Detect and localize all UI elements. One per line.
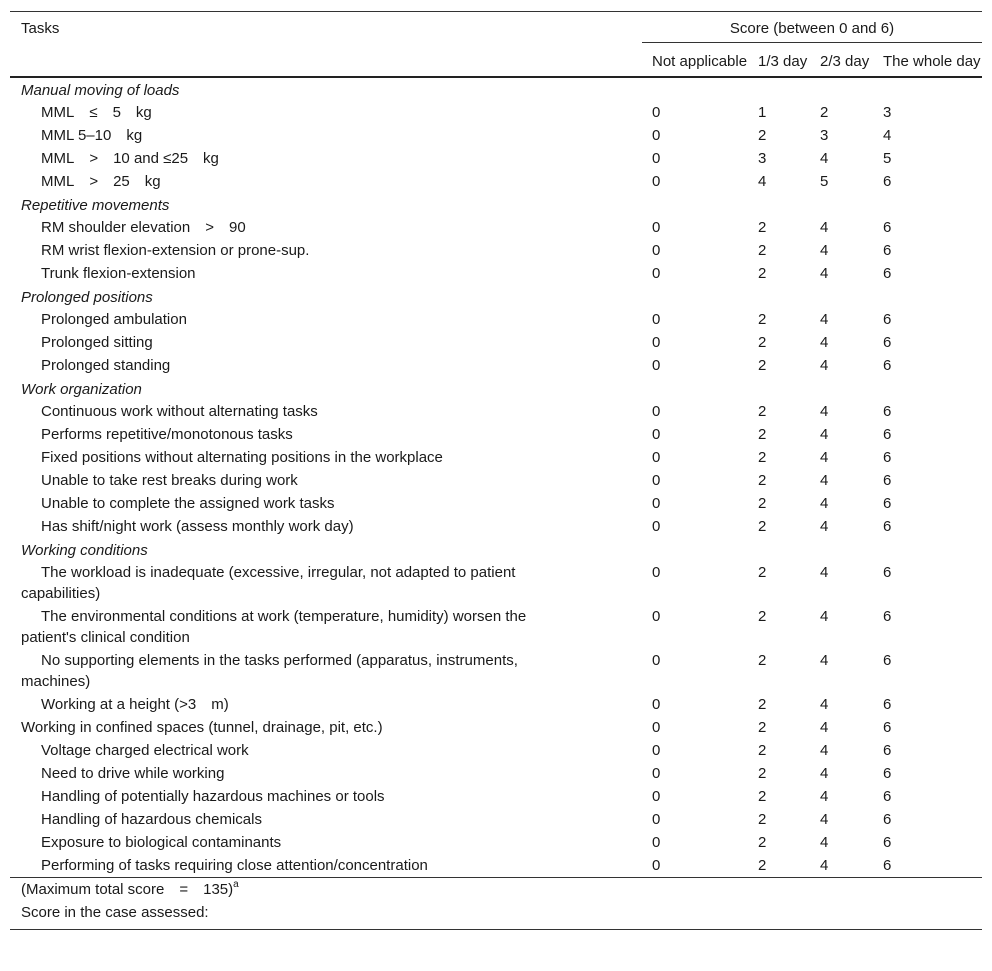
whole-day-score: 6 (883, 765, 892, 782)
third-day-score: 1 (758, 104, 767, 121)
third-day-score: 2 (758, 265, 767, 282)
two-thirds-day-header: 2/3 day (820, 53, 870, 70)
whole-day-score: 6 (883, 811, 892, 828)
not-applicable-score: 0 (652, 219, 661, 236)
whole-day-score: 6 (883, 472, 892, 489)
whole-day-score: 6 (883, 449, 892, 466)
whole-day-score: 6 (883, 357, 892, 374)
task-label: Continuous work without alternating tasks (41, 403, 318, 420)
task-label: Exposure to biological contaminants (41, 834, 282, 851)
task-label: RM wrist flexion-extension or prone-sup. (41, 242, 310, 259)
whole-day-score: 6 (883, 857, 892, 874)
two-thirds-day-score: 5 (820, 173, 829, 190)
task-label: Prolonged sitting (41, 334, 153, 351)
two-thirds-day-score: 4 (820, 518, 829, 535)
third-day-score: 2 (758, 426, 767, 443)
third-day-score: 4 (758, 173, 767, 190)
third-day-score: 2 (758, 857, 767, 874)
task-label: Unable to complete the assigned work tasks (41, 495, 335, 512)
task-label: Fixed positions without alternating positions in the workplace (41, 449, 443, 466)
section-row (10, 377, 982, 400)
whole-day-score: 6 (883, 426, 892, 443)
third-day-score: 2 (758, 696, 767, 713)
not-applicable-score: 0 (652, 173, 661, 190)
whole-day-score: 6 (883, 719, 892, 736)
table-body (10, 77, 982, 878)
table-row (10, 400, 982, 423)
not-applicable-score: 0 (652, 696, 661, 713)
not-applicable-score: 0 (652, 311, 661, 328)
table-row (10, 262, 982, 285)
not-applicable-score: 0 (652, 472, 661, 489)
task-label: Working in confined spaces (tunnel, drainage, pit, etc.) (21, 719, 383, 736)
table-row (10, 239, 982, 262)
not-applicable-score: 0 (652, 742, 661, 759)
table-row (10, 124, 982, 147)
third-day-score: 2 (758, 219, 767, 236)
not-applicable-score: 0 (652, 765, 661, 782)
table-row (10, 492, 982, 515)
table-row (10, 785, 982, 808)
table-header (10, 12, 982, 78)
not-applicable-score: 0 (652, 834, 661, 851)
two-thirds-day-score: 4 (820, 564, 829, 581)
max-total-row (10, 878, 982, 902)
footnote-marker: a (233, 879, 239, 890)
table-row (10, 693, 982, 716)
two-thirds-day-score: 4 (820, 472, 829, 489)
whole-day-score: 6 (883, 173, 892, 190)
third-day-score: 2 (758, 518, 767, 535)
two-thirds-day-score: 4 (820, 357, 829, 374)
whole-day-score: 6 (883, 696, 892, 713)
whole-day-score: 6 (883, 495, 892, 512)
two-thirds-day-score: 4 (820, 311, 829, 328)
max-total-text: (Maximum total score = 135) (21, 881, 234, 898)
two-thirds-day-score: 4 (820, 652, 829, 669)
table-footer (10, 878, 982, 930)
not-applicable-score: 0 (652, 518, 661, 535)
third-day-header: 1/3 day (758, 53, 808, 70)
case-score-row (10, 901, 982, 930)
section-row (10, 285, 982, 308)
task-label: Need to drive while working (41, 765, 225, 782)
task-label: Trunk flexion-extension (41, 265, 196, 282)
third-day-score: 2 (758, 788, 767, 805)
not-applicable-score: 0 (652, 426, 661, 443)
header-row-2 (10, 43, 982, 78)
whole-day-score: 4 (883, 127, 892, 144)
task-label: MML 5–10 kg (41, 127, 143, 144)
not-applicable-score: 0 (652, 608, 661, 625)
table-row (10, 561, 982, 605)
third-day-score: 2 (758, 495, 767, 512)
third-day-score: 2 (758, 765, 767, 782)
table-row (10, 515, 982, 538)
whole-day-score: 6 (883, 652, 892, 669)
table-row (10, 739, 982, 762)
section-row (10, 538, 982, 561)
not-applicable-score: 0 (652, 652, 661, 669)
section-row (10, 193, 982, 216)
third-day-score: 2 (758, 742, 767, 759)
table-row (10, 605, 982, 649)
third-day-score: 3 (758, 150, 767, 167)
table-row (10, 854, 982, 878)
task-label: MML ≤ 5 kg (41, 104, 152, 121)
two-thirds-day-score: 3 (820, 127, 829, 144)
task-label: Unable to take rest breaks during work (41, 472, 298, 489)
two-thirds-day-score: 4 (820, 242, 829, 259)
case-score-text: Score in the case assessed: (21, 904, 209, 921)
not-applicable-score: 0 (652, 719, 661, 736)
third-day-score: 2 (758, 811, 767, 828)
table-row (10, 762, 982, 785)
not-applicable-score: 0 (652, 104, 661, 121)
whole-day-score: 6 (883, 242, 892, 259)
two-thirds-day-score: 2 (820, 104, 829, 121)
whole-day-score: 6 (883, 742, 892, 759)
table-row (10, 831, 982, 854)
whole-day-score: 6 (883, 403, 892, 420)
third-day-score: 2 (758, 834, 767, 851)
table-row (10, 331, 982, 354)
max-total-cell (10, 878, 982, 902)
whole-day-score: 6 (883, 219, 892, 236)
table-row (10, 354, 982, 377)
two-thirds-day-score: 4 (820, 719, 829, 736)
two-thirds-day-score: 4 (820, 696, 829, 713)
section-label: Prolonged positions (21, 289, 153, 306)
table-row (10, 808, 982, 831)
task-label: The workload is inadequate (excessive, irregular, not adapted to patient capabilities) (21, 564, 516, 602)
section-label: Working conditions (21, 542, 148, 559)
task-label: Handling of hazardous chemicals (41, 811, 262, 828)
two-thirds-day-score: 4 (820, 150, 829, 167)
two-thirds-day-score: 4 (820, 403, 829, 420)
section-label: Repetitive movements (21, 197, 170, 214)
not-applicable-score: 0 (652, 334, 661, 351)
not-applicable-score: 0 (652, 357, 661, 374)
tasks-column-header: Tasks (21, 20, 60, 37)
not-applicable-score: 0 (652, 857, 661, 874)
third-day-score: 2 (758, 472, 767, 489)
header-row-1 (10, 12, 982, 43)
task-label: Working at a height (>3 m) (41, 696, 229, 713)
third-day-score: 2 (758, 719, 767, 736)
task-label: MML > 25 kg (41, 173, 161, 190)
table-container (10, 11, 982, 930)
table-row (10, 216, 982, 239)
two-thirds-day-score: 4 (820, 742, 829, 759)
task-label: Prolonged standing (41, 357, 171, 374)
table-row (10, 469, 982, 492)
third-day-score: 2 (758, 127, 767, 144)
table-row (10, 716, 982, 739)
not-applicable-score: 0 (652, 495, 661, 512)
task-label: Performing of tasks requiring close attention/concentration (41, 857, 428, 874)
whole-day-score: 6 (883, 608, 892, 625)
not-applicable-score: 0 (652, 403, 661, 420)
not-applicable-header: Not applicable (652, 53, 748, 70)
task-label: Has shift/night work (assess monthly work day) (41, 518, 354, 535)
whole-day-score: 3 (883, 104, 892, 121)
task-label: The environmental conditions at work (temperature, humidity) worsen the patient's clinical condition (21, 608, 527, 646)
table-row (10, 446, 982, 469)
table-row (10, 101, 982, 124)
whole-day-score: 6 (883, 788, 892, 805)
whole-day-score: 6 (883, 518, 892, 535)
whole-day-score: 6 (883, 265, 892, 282)
third-day-score: 2 (758, 652, 767, 669)
two-thirds-day-score: 4 (820, 608, 829, 625)
table-row (10, 170, 982, 193)
third-day-score: 2 (758, 311, 767, 328)
two-thirds-day-score: 4 (820, 834, 829, 851)
not-applicable-score: 0 (652, 564, 661, 581)
two-thirds-day-score: 4 (820, 449, 829, 466)
table-row (10, 423, 982, 446)
whole-day-score: 6 (883, 334, 892, 351)
task-label: Performs repetitive/monotonous tasks (41, 426, 293, 443)
not-applicable-score: 0 (652, 150, 661, 167)
not-applicable-score: 0 (652, 127, 661, 144)
table-row (10, 308, 982, 331)
two-thirds-day-score: 4 (820, 811, 829, 828)
task-label: No supporting elements in the tasks performed (apparatus, instruments, machines) (21, 652, 518, 690)
two-thirds-day-score: 4 (820, 219, 829, 236)
task-label: Handling of potentially hazardous machines or tools (41, 788, 385, 805)
table-row (10, 649, 982, 693)
section-label: Manual moving of loads (21, 82, 180, 99)
third-day-score: 2 (758, 403, 767, 420)
two-thirds-day-score: 4 (820, 788, 829, 805)
whole-day-score: 6 (883, 564, 892, 581)
third-day-score: 2 (758, 449, 767, 466)
two-thirds-day-score: 4 (820, 765, 829, 782)
not-applicable-score: 0 (652, 265, 661, 282)
whole-day-score: 6 (883, 311, 892, 328)
section-row (10, 77, 982, 101)
third-day-score: 2 (758, 242, 767, 259)
not-applicable-score: 0 (652, 788, 661, 805)
third-day-score: 2 (758, 608, 767, 625)
third-day-score: 2 (758, 334, 767, 351)
third-day-score: 2 (758, 357, 767, 374)
two-thirds-day-score: 4 (820, 495, 829, 512)
not-applicable-score: 0 (652, 449, 661, 466)
whole-day-header: The whole day (883, 53, 981, 70)
score-group-header: Score (between 0 and 6) (642, 12, 982, 43)
not-applicable-score: 0 (652, 811, 661, 828)
whole-day-score: 6 (883, 834, 892, 851)
tasks-column-spacer (10, 43, 642, 78)
task-label: Voltage charged electrical work (41, 742, 249, 759)
task-label: Prolonged ambulation (41, 311, 187, 328)
scoring-table (10, 11, 982, 930)
whole-day-score: 5 (883, 150, 892, 167)
two-thirds-day-score: 4 (820, 426, 829, 443)
two-thirds-day-score: 4 (820, 857, 829, 874)
task-label: RM shoulder elevation > 90 (41, 219, 246, 236)
section-label: Work organization (21, 381, 142, 398)
not-applicable-score: 0 (652, 242, 661, 259)
two-thirds-day-score: 4 (820, 265, 829, 282)
table-row (10, 147, 982, 170)
task-label: MML > 10 and ≤25 kg (41, 150, 219, 167)
third-day-score: 2 (758, 564, 767, 581)
two-thirds-day-score: 4 (820, 334, 829, 351)
